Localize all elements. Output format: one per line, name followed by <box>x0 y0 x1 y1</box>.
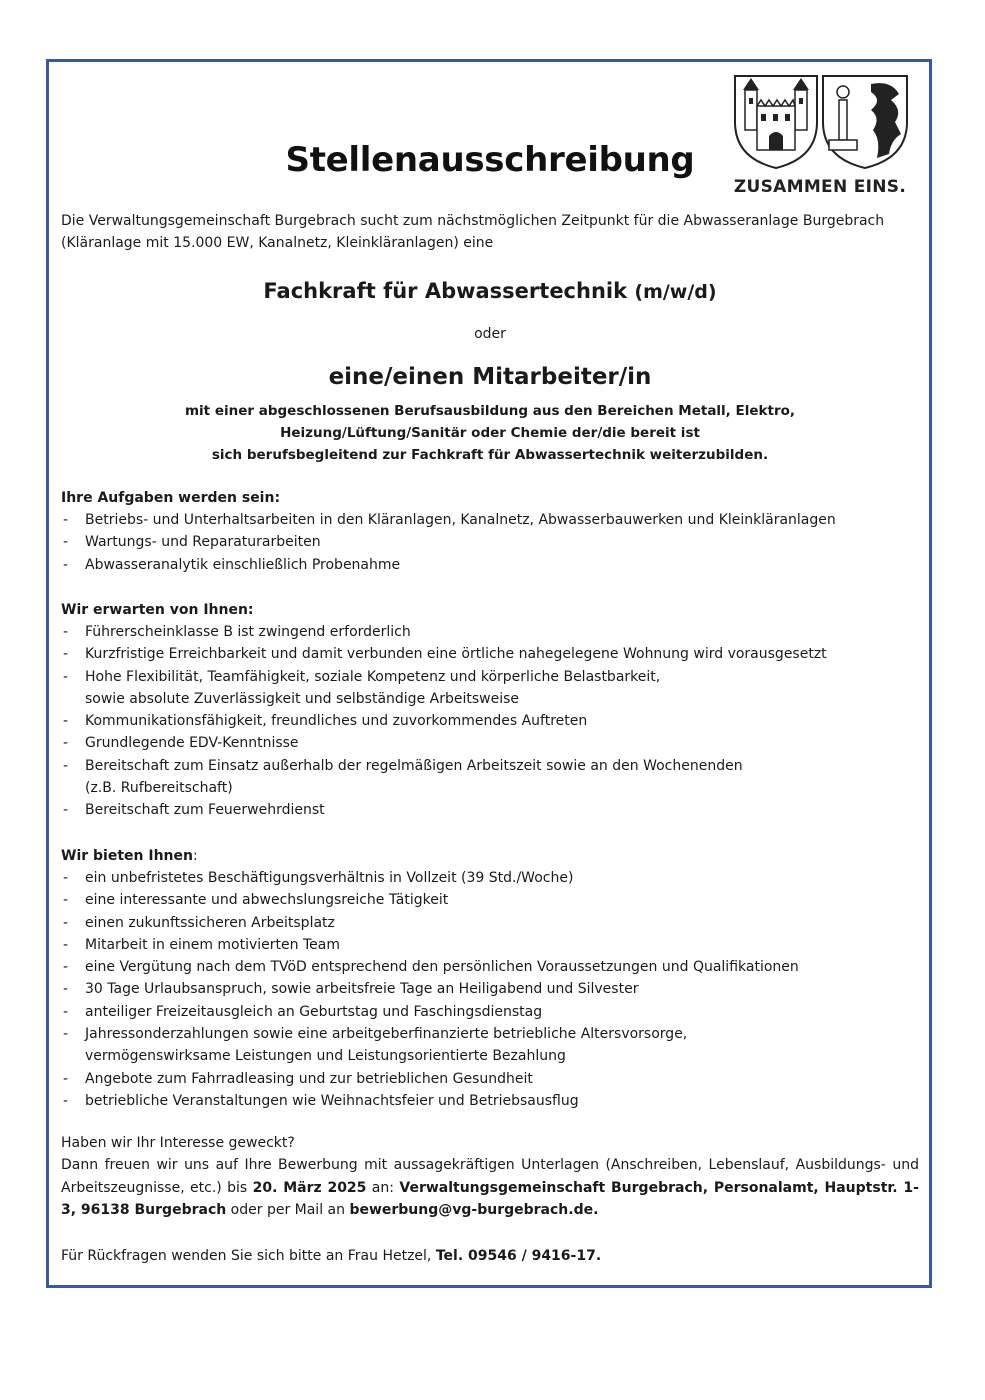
application-email[interactable]: bewerbung@vg-burgebrach.de. <box>349 1202 599 1219</box>
list-item: - Führerscheinklasse B ist zwingend erforderlich <box>61 621 919 643</box>
list-item: - 30 Tage Urlaubsanspruch, sowie arbeitsfreie Tage an Heiligabend und Silvester <box>61 978 919 1000</box>
list-item: - eine interessante und abwechslungsreiche Tätigkeit <box>61 889 919 911</box>
application-text-2: an: <box>366 1179 400 1196</box>
list-item: - Bereitschaft zum Einsatz außerhalb der regelmäßigen Arbeitszeit sowie an den Wochenenden (z.B. Rufbereitschaft) <box>61 755 919 800</box>
position-title-1-suffix: (m/w/d) <box>634 281 717 303</box>
contact-phone[interactable]: Tel. 09546 / 9416-17. <box>435 1248 602 1264</box>
list-item: - Hohe Flexibilität, Teamfähigkeit, soziale Kompetenz und körperliche Belastbarkeit, sowie absolute Zuverlässigkeit und selbständige Arbeitsweise <box>61 666 919 711</box>
offer-heading-text: Wir bieten Ihnen <box>61 848 193 864</box>
list-item: - ein unbefristetes Beschäftigungsverhältnis in Vollzeit (39 Std./Woche) <box>61 867 919 889</box>
list-item: - Angebote zum Fahrradleasing und zur betrieblichen Gesundheit <box>61 1068 919 1090</box>
position-2-description <box>61 400 919 466</box>
position-2-line: Heizung/Lüftung/Sanitär oder Chemie der/die bereit ist <box>280 425 700 441</box>
list-item: - Kommunikationsfähigkeit, freundliches und zuvorkommendes Auftreten <box>61 710 919 732</box>
interest-question: Haben wir Ihr Interesse geweckt? <box>61 1135 295 1151</box>
application-address: Verwaltungsgemeinschaft Burgebrach, Personalamt, Hauptstr. 1-3, 96138 Burgebrach <box>61 1179 919 1219</box>
offer-heading-colon: : <box>192 848 198 864</box>
position-2-line: sich berufsbegleitend zur Fachkraft für Abwassertechnik weiterzubilden. <box>211 447 769 463</box>
application-text <box>61 1154 919 1221</box>
document-frame <box>46 59 932 1288</box>
list-item: - anteiliger Freizeitausgleich an Geburtstag und Faschingsdienstag <box>61 1001 919 1023</box>
list-item: - Bereitschaft zum Feuerwehrdienst <box>61 799 919 821</box>
expectations-heading: Wir erwarten von Ihnen: <box>61 602 254 618</box>
position-title-1 <box>61 279 919 303</box>
logo-tagline: ZUSAMMEN EINS. <box>733 177 907 197</box>
application-text-1: Dann freuen wir uns auf Ihre Bewerbung mit aussagekräftigen Unterlagen (Anschreiben, Lebenslauf, Ausbildungs- und Arbeitszeugnisse, etc.) bis <box>61 1157 919 1196</box>
tasks-heading: Ihre Aufgaben werden sein: <box>61 490 281 506</box>
list-item: - Kurzfristige Erreichbarkeit und damit verbunden eine örtliche nahegelegene Wohnung wird vorausgesetzt <box>61 643 919 665</box>
list-item: - Mitarbeit in einem motivierten Team <box>61 934 919 956</box>
list-item: - Jahressonderzahlungen sowie eine arbeitgeberfinanzierte betriebliche Altersvorsorge, vermögenswirksame Leistungen und Leistungsorientierte Bezahlung <box>61 1023 919 1068</box>
list-item: - Grundlegende EDV-Kenntnisse <box>61 732 919 754</box>
contact-text: Für Rückfragen wenden Sie sich bitte an Frau Hetzel, <box>61 1248 436 1264</box>
application-deadline: 20. März 2025 <box>252 1179 367 1196</box>
position-2-line: mit einer abgeschlossenen Berufsausbildung aus den Bereichen Metall, Elektro, <box>184 403 796 419</box>
page-title: Stellenausschreibung <box>285 140 695 180</box>
position-title-1-text: Fachkraft für Abwassertechnik <box>263 279 628 303</box>
logo <box>725 70 915 200</box>
list-item: - einen zukunftssicheren Arbeitsplatz <box>61 912 919 934</box>
application-text-3: oder per Mail an <box>226 1202 350 1219</box>
list-item: - Betriebs- und Unterhaltsarbeiten in den Kläranlagen, Kanalnetz, Abwasserbauwerken und Kleinkläranlagen <box>61 509 919 531</box>
list-item: - eine Vergütung nach dem TVöD entsprechend den persönlichen Voraussetzungen und Qualifikationen <box>61 956 919 978</box>
application-info <box>61 1132 919 1222</box>
position-title-2: eine/einen Mitarbeiter/in <box>328 364 652 390</box>
list-item: - betriebliche Veranstaltungen wie Weihnachtsfeier und Betriebsausflug <box>61 1090 919 1112</box>
offer-heading <box>61 845 919 867</box>
expectations-section <box>61 599 919 822</box>
intro-text: Die Verwaltungsgemeinschaft Burgebrach sucht zum nächstmöglichen Zeitpunkt für die Abwasseranlage Burgebrach (Kläranlage mit 15.000 EW, Kanalnetz, Kleinkläranlagen) eine <box>61 213 885 251</box>
list-item: - Wartungs- und Reparaturarbeiten <box>61 531 919 553</box>
contact-info <box>61 1245 919 1267</box>
tasks-section <box>61 487 919 576</box>
offer-section <box>61 845 919 1112</box>
document-body <box>61 62 919 1285</box>
list-item: - Abwasseranalytik einschließlich Probenahme <box>61 554 919 576</box>
or-separator: oder <box>474 326 506 342</box>
